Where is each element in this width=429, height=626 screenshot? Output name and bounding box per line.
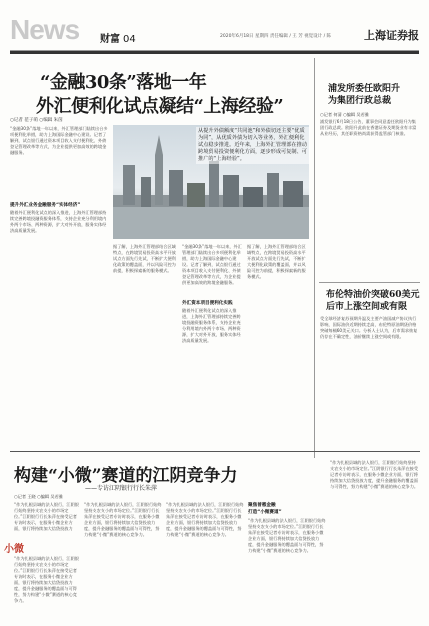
side1-title-line-2: 为集团行政总裁 (328, 96, 392, 106)
lead-column-1: 随着外汇便利化试点的深入推进，上海外汇管理部持续完善跨境投融资服务体系，支持企业充分利用境内外两个市场、两种资源，扩大对外开放，服务实体经济高质量发展。 (10, 210, 107, 233)
article2-subhead-1: 聚焦普惠金融 (248, 503, 276, 508)
lead-subhead-2: 外汇资本项目便利化实践 (182, 301, 233, 306)
side1-byline: ○记者 何清 ○编辑 吴若雅 (320, 112, 369, 117)
page-number: 04 (123, 34, 136, 45)
headline-line-1: “金融30条”落地一年 (40, 72, 207, 93)
section-divider (10, 451, 420, 452)
side-divider (319, 282, 420, 283)
brand-news: News (10, 14, 80, 45)
side2-body: 受全球经济复苏预期升温及主要产油国减产协议执行影响，国际油价近期持续走高，布伦特原油期货价格突破每桶60美元关口。分析人士认为，后市需求恢复仍存在不确定性，油价继续上涨空间或有限。 (320, 316, 418, 339)
article2-column-5: “作为扎根县域的法人银行，江阴银行始终坚持支农支小的市场定位。”江阴银行行长朱萍在接受记者专访时表示，在服务小微企业方面，银行将持续加大信贷投放力度，提升金融服务的覆盖面与可得性，努力构建“小微”赛道的核心竞争力。 (330, 460, 419, 489)
side2-title-line-2: 后市上涨空间或有限 (326, 302, 408, 312)
article2-headline: 构建“小微”赛道的江阴竞争力 (14, 466, 238, 486)
section-label (100, 30, 136, 45)
pull-quote: 从提升外债额度“共同池”和外债切还主要“优质为同”，从优质外债为切入等业务，外汇便利化试点稳步推进。近年来，上海外汇管理部在推动跨境贸易投资便利化方面，逐步形成可复制、可推广的“上海经验”。 (196, 127, 310, 164)
lead-column-1-top: “金融30条”落地一年以来，外汇管理部门陆续出台多项便利化举措，助力上海国际金融中心建设。记者了解到，试点银行通过资本项目收入支付便利化、外债登记管理改革等方式，为企业提供更加高效的跨境金融服务。 (10, 126, 108, 155)
lead-byline: ○记者 范子萌 ○编辑 朱茵 (10, 118, 63, 123)
article2-column-1: “作为扎根县域的法人银行，江阴银行始终坚持支农支小的市场定位。”江阴银行行长朱萍在接受记者专访时表示，在服务小微企业方面，银行将持续加大信贷投放力度，提升金融服务的覆盖面与可得性，努力构建“小微”赛道的核心竞争力。 (14, 556, 79, 603)
article2-column-1-top: “作为扎根县域的法人银行，江阴银行始终坚持支农支小的市场定位。”江阴银行行长朱萍在接受记者专访时表示，在服务小微企业方面，银行将持续加大信贷投放力 (14, 502, 79, 531)
article2-column-2: “作为扎根县域的法人银行，江阴银行始终坚持支农支小的市场定位。”江阴银行行长朱萍在接受记者专访时表示，在服务小微企业方面，银行将持续加大信贷投放力度，提升金融服务的覆盖面与可得性，努力构建“小微”赛道的核心竞争力。 (84, 502, 162, 537)
newspaper-logo: 上海证券报 (364, 29, 419, 42)
lead-subhead-1: 提升外汇业务金融服务“实体经济” (10, 203, 81, 208)
headline-line-2: 外汇便利化试点凝结“上海经验” (36, 96, 284, 117)
section-name: 财富 (100, 34, 120, 45)
side1-title-line-1: 浦发所委任欧阳升 (328, 84, 401, 94)
column-divider (314, 58, 315, 458)
lead-column-2: 据了解，上海外汇管理部结合区域特点，在跨境贸易投资高水平开放试点方面先行先试，不断扩大便利化政策的覆盖面，并以风险可控为前提，积极探索新的服务模式。 (113, 244, 176, 273)
lead-column-4: 据了解，上海外汇管理部结合区域特点，在跨境贸易投资高水平开放试点方面先行先试，不断扩大便利化政策的覆盖面，并以风险可控为前提，积极探索新的服务模式。 (247, 244, 306, 279)
header-rule (10, 51, 419, 54)
article2-tag: 小微 (4, 544, 24, 555)
article2-column-3: “作为扎根县域的法人银行，江阴银行始终坚持支农支小的市场定位。”江阴银行行长朱萍在接受记者专访时表示，在服务小微企业方面，银行将持续加大信贷投放力度，提升金融服务的覆盖面与可得性，努力构建“小微”赛道的核心竞争力。 (166, 502, 244, 537)
lead-column-3: 随着外汇便利化试点的深入推进，上海外汇管理部持续完善跨境投融资服务体系，支持企业充分利用境内外两个市场、两种资源，扩大对外开放，服务实体经济高质量发展。 (182, 308, 241, 343)
dateline: 2020年6月18日 星期四 责任编辑 / 王 芳 视觉设计 / 陈 (220, 34, 332, 39)
side1-body: 浦发银行6月18日公告，董事会同意委任欧阳升为集团行政总裁。欧阳升此前在香港证券及期货业有丰富从业经历，其任职资格尚需获得监管部门核准。 (320, 119, 417, 136)
article2-column-4: “作为扎根县域的法人银行，江阴银行始终坚持支农支小的市场定位。”江阴银行行长朱萍在接受记者专访时表示，在服务小微企业方面，银行将持续加大信贷投放力度，提升金融服务的覆盖面与可得性，努力构建“小微”赛道的核心竞争力。 (248, 518, 326, 553)
masthead (10, 10, 419, 51)
side2-title-line-1: 布伦特油价突破60美元 (326, 290, 420, 300)
lead-column-3-top: “金融30条”落地一年以来，外汇管理部门陆续出台多项便利化举措，助力上海国际金融中心建设。记者了解到，试点银行通过资本项目收入支付便利化、外债登记管理改革等方式，为企业提供更加高效的跨境金融服务。 (182, 244, 242, 285)
article2-subtitle: ——专访江阴银行行长朱萍 (85, 485, 158, 492)
article2-byline: ○记者 王晓 ○编辑 吴若雅 (14, 494, 63, 499)
article2-subhead-2: 打造“小微赛道” (248, 510, 282, 515)
